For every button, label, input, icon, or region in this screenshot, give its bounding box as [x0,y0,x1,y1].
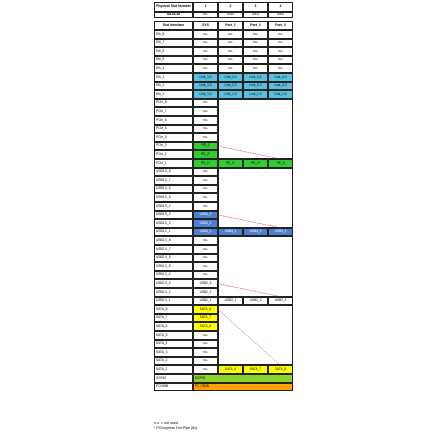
row-label: SGPIO [154,374,193,383]
row-label: SATA_1 [154,365,193,374]
row-cell: Link_1.2 [218,90,243,99]
row-cell: n.u. [243,64,268,73]
row-cell: SATA_6 [218,365,243,374]
row-label: PCIe_4 [154,133,193,142]
group-frame [218,168,293,228]
row-cell: USB2_1 [218,297,243,306]
row-cell: PE_1* [218,159,243,168]
row-cell: n.u. [193,357,218,366]
row-cell: n.u. [193,331,218,340]
row-cell: PE_3 [268,159,293,168]
row-cell: USB2_2 [193,288,218,297]
row-cell: n.u. [193,56,218,65]
row-cell: USB3_3 [268,228,293,237]
row-label: USB2.0_3 [154,279,193,288]
row-cell: n.u. [193,185,218,194]
slot-mapping-table [154,2,293,420]
row-cell: Link_2.3 [218,82,243,91]
row-cell: PE_2* [243,159,268,168]
slot-interface-cell: Port_1 [218,21,243,30]
row-cell: n.u. [193,245,218,254]
row-label: PCIe_3 [154,142,193,151]
row-label: USB3.0_7 [154,176,193,185]
row-label: USB2.0_1 [154,297,193,306]
row-label: Eth_7 [154,39,193,48]
row-label: USB2.0_6 [154,254,193,263]
row-label: PCIe_1 [154,159,193,168]
row-cell: n.u. [193,193,218,202]
row-cell: n.u. [218,39,243,48]
row-cell: n.u. [193,254,218,263]
row-cell: Link_3.3 [243,82,268,91]
row-cell: Link_1.4 [193,73,218,82]
row-label: SATA_2 [154,357,193,366]
row-label: Eth_5 [154,56,193,65]
row-label: USB2.0_4 [154,271,193,280]
row-cell: Link_1.4 [268,90,293,99]
row-cell: n.u. [268,39,293,48]
row-cell: USB3_2 [243,228,268,237]
sata-id-cell: 0001 [243,12,268,18]
row-cell: n.u. [243,56,268,65]
row-label: USB2.0_2 [154,288,193,297]
row-cell: SATA_7 [193,314,218,323]
row-cell: Link_3.4 [243,73,268,82]
legend [154,421,197,431]
row-label: SATA_4 [154,340,193,349]
legend-not-used: n.u. = not used [154,421,178,425]
row-cell: USB3_3 [193,211,218,220]
row-cell: Link_4.4 [268,73,293,82]
row-cell: n.u. [193,348,218,357]
row-label: Eth_3 [154,73,193,82]
row-cell: n.u. [193,64,218,73]
row-cell: n.u. [193,202,218,211]
row-cell: SATA_8 [193,305,218,314]
row-label: USB3.0_4 [154,202,193,211]
row-label: USB3.0_3 [154,211,193,220]
row-cell: USB3_1 [193,228,218,237]
legend-full-pipe: * PCIexpress Full Pipe (8x) [154,426,198,430]
group-frame [218,236,293,296]
row-cell: n.u. [218,30,243,39]
row-cell: SATA_7 [243,365,268,374]
row-cell: PE_1* [193,159,218,168]
sata-id-cell: 0010 [218,12,243,18]
slot-number-2: 2 [218,2,243,12]
row-label: SATA_3 [154,348,193,357]
row-label: PCIe_7 [154,107,193,116]
row-cell: n.u. [218,47,243,56]
row-cell: n.u. [193,262,218,271]
row-cell: n.u. [193,99,218,108]
row-label: PCIe_2 [154,150,193,159]
sata-id-label: SATA-ID [154,12,193,18]
row-label: Eth_8 [154,30,193,39]
row-cell: n.u. [193,176,218,185]
row-label: Eth_6 [154,47,193,56]
slot-interface-cell: Port_3 [268,21,293,30]
row-label: USB3.0_8 [154,168,193,177]
row-label: USB3.0_5 [154,193,193,202]
row-label: USB2.0_8 [154,236,193,245]
slot-interface-label: Slot Interface [154,21,193,30]
row-cell: USB2_1 [193,297,218,306]
sata-id-cell: 0000 [268,12,293,18]
row-cell: n.u. [268,64,293,73]
row-label: USB2.0_7 [154,245,193,254]
row-cell: n.u. [193,47,218,56]
row-label: USB2.0_5 [154,262,193,271]
row-label: Eth_1 [154,90,193,99]
row-cell: n.u. [193,116,218,125]
row-cell: Link_2.4 [218,73,243,82]
row-cell: USB2_2 [243,297,268,306]
row-label: Eth_2 [154,82,193,91]
row-cell: n.u. [193,271,218,280]
row-span-cell: SGPIO [193,374,293,383]
group-frame [218,99,293,159]
row-label: PCIe_8 [154,99,193,108]
row-label: Eth_4 [154,64,193,73]
row-cell: USB2_3 [193,279,218,288]
row-cell: Link_4.3 [268,82,293,91]
row-cell: SATA_8 [268,365,293,374]
slot-interface-cell: SYS [193,21,218,30]
row-cell: n.u. [218,56,243,65]
row-cell: Link_1.3 [243,90,268,99]
row-label: SATA_7 [154,314,193,323]
slot-number-4: 4 [268,2,293,12]
row-cell: USB3_1 [218,228,243,237]
slot-interface-cell: Port_2 [243,21,268,30]
group-frame [218,305,293,365]
row-label: SATA_8 [154,305,193,314]
row-cell: n.u. [268,56,293,65]
row-label: PCISMB [154,383,193,392]
row-cell: n.u. [268,30,293,39]
row-cell: USB3_2 [193,219,218,228]
row-cell: n.u. [193,39,218,48]
row-label: SATA_5 [154,331,193,340]
row-cell: n.u. [193,133,218,142]
row-cell: n.u. [193,236,218,245]
row-cell: n.u. [193,107,218,116]
row-cell: Link_1.3 [193,82,218,91]
row-label: PCIe_6 [154,116,193,125]
row-cell: n.u. [193,125,218,134]
row-cell: n.u. [218,64,243,73]
sata-id-cell: n.u. [193,12,218,18]
row-label: PCIe_5 [154,125,193,134]
slot-number-3: 3 [243,2,268,12]
row-cell: n.u. [268,47,293,56]
row-cell: SATA_6 [193,322,218,331]
row-label: USB3.0_6 [154,185,193,194]
row-cell: n.u. [193,340,218,349]
row-cell: n.u. [193,168,218,177]
row-cell: Link_1.2 [193,90,218,99]
row-cell: PE_2* [193,150,218,159]
row-cell: n.u. [243,39,268,48]
row-cell: n.u. [243,47,268,56]
row-cell: n.u. [243,30,268,39]
row-cell: n.u. [193,365,218,374]
row-cell: USB2_3 [268,297,293,306]
row-cell: n.u. [193,30,218,39]
slot-number-1: 1 [193,2,218,12]
row-label: SATA_6 [154,322,193,331]
row-label: USB3.0_2 [154,219,193,228]
physical-slot-number-header: Physical Slot Number [154,2,193,12]
row-span-cell: PC / SMB [193,383,293,392]
row-label: USB3.0_1 [154,228,193,237]
row-cell: PE_3 [193,142,218,151]
